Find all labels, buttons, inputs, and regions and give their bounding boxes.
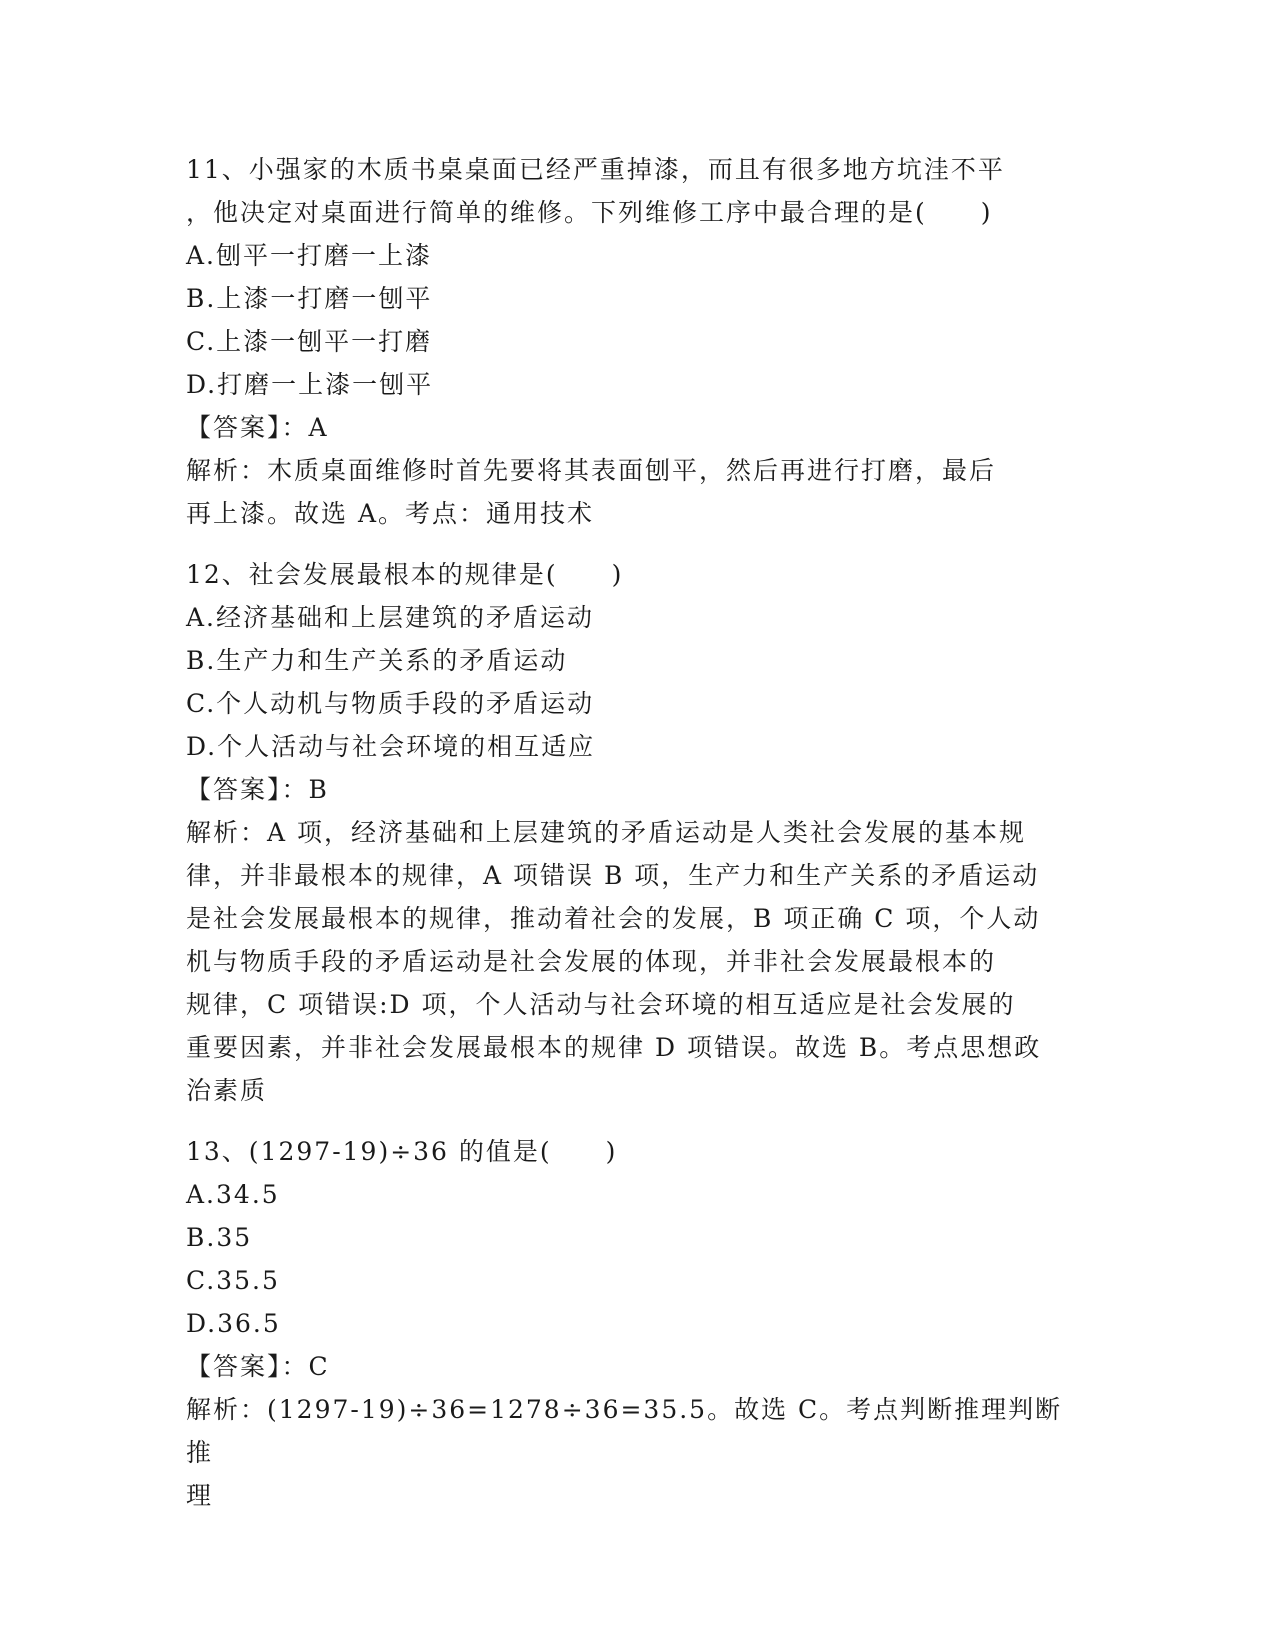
analysis-line: 理 (186, 1481, 214, 1510)
answer-label: 【答案】： (186, 775, 309, 804)
analysis-line: 重要因素，并非社会发展最根本的规律 D 项错误。故选 B。考点思想政 (186, 1033, 1042, 1062)
option-a: A.34.5 (186, 1180, 280, 1209)
question-stem-line: 13、(1297-19)÷36 的值是( ) (186, 1137, 618, 1166)
analysis-line: 机与物质手段的矛盾运动是社会发展的体现，并非社会发展最根本的 (186, 947, 997, 976)
document-page (186, 148, 1086, 1535)
question-11 (186, 148, 1086, 535)
question-13 (186, 1130, 1086, 1517)
analysis-line: 解析：木质桌面维修时首先要将其表面刨平，然后再进行打磨，最后 (186, 456, 997, 485)
answer-label: 【答案】： (186, 413, 309, 442)
answer-label: 【答案】： (186, 1352, 309, 1381)
answer-line (186, 768, 1086, 811)
analysis-line: 解析：A 项，经济基础和上层建筑的矛盾运动是人类社会发展的基本规 (186, 818, 1027, 847)
answer-value: B (308, 775, 329, 804)
option-b: B.上漆一打磨一刨平 (186, 284, 433, 313)
option-c: C.个人动机与物质手段的矛盾运动 (186, 689, 595, 718)
option-d: D.36.5 (186, 1309, 281, 1338)
answer-line (186, 406, 1086, 449)
analysis-line: 解析：(1297-19)÷36=1278÷36=35.5。故选 C。考点判断推理判断推 (186, 1395, 1063, 1467)
question-stem-line: 12、社会发展最根本的规律是( ) (186, 560, 624, 589)
option-c: C.上漆一刨平一打磨 (186, 327, 433, 356)
analysis-line: 是社会发展最根本的规律，推动着社会的发展，B 项正确 C 项，个人动 (186, 904, 1041, 933)
option-b: B.35 (186, 1223, 253, 1252)
question-stem-line: ，他决定对桌面进行简单的维修。下列维修工序中最合理的是( ) (186, 198, 993, 227)
answer-line (186, 1345, 1086, 1388)
option-c: C.35.5 (186, 1266, 280, 1295)
analysis-line: 再上漆。故选 A。考点：通用技术 (186, 499, 595, 528)
analysis-line: 规律，C 项错误:D 项，个人活动与社会环境的相互适应是社会发展的 (186, 990, 1016, 1019)
option-b: B.生产力和生产关系的矛盾运动 (186, 646, 568, 675)
analysis-line: 治素质 (186, 1076, 268, 1105)
analysis-line: 律，并非最根本的规律，A 项错误 B 项，生产力和生产关系的矛盾运动 (186, 861, 1040, 890)
question-12 (186, 553, 1086, 1112)
answer-value: C (308, 1352, 330, 1381)
option-d: D.个人活动与社会环境的相互适应 (186, 732, 596, 761)
option-a: A.经济基础和上层建筑的矛盾运动 (186, 603, 595, 632)
option-a: A.刨平一打磨一上漆 (186, 241, 433, 270)
option-d: D.打磨一上漆一刨平 (186, 370, 434, 399)
question-stem-line: 11、小强家的木质书桌桌面已经严重掉漆，而且有很多地方坑洼不平 (186, 155, 1005, 184)
answer-value: A (308, 413, 329, 442)
